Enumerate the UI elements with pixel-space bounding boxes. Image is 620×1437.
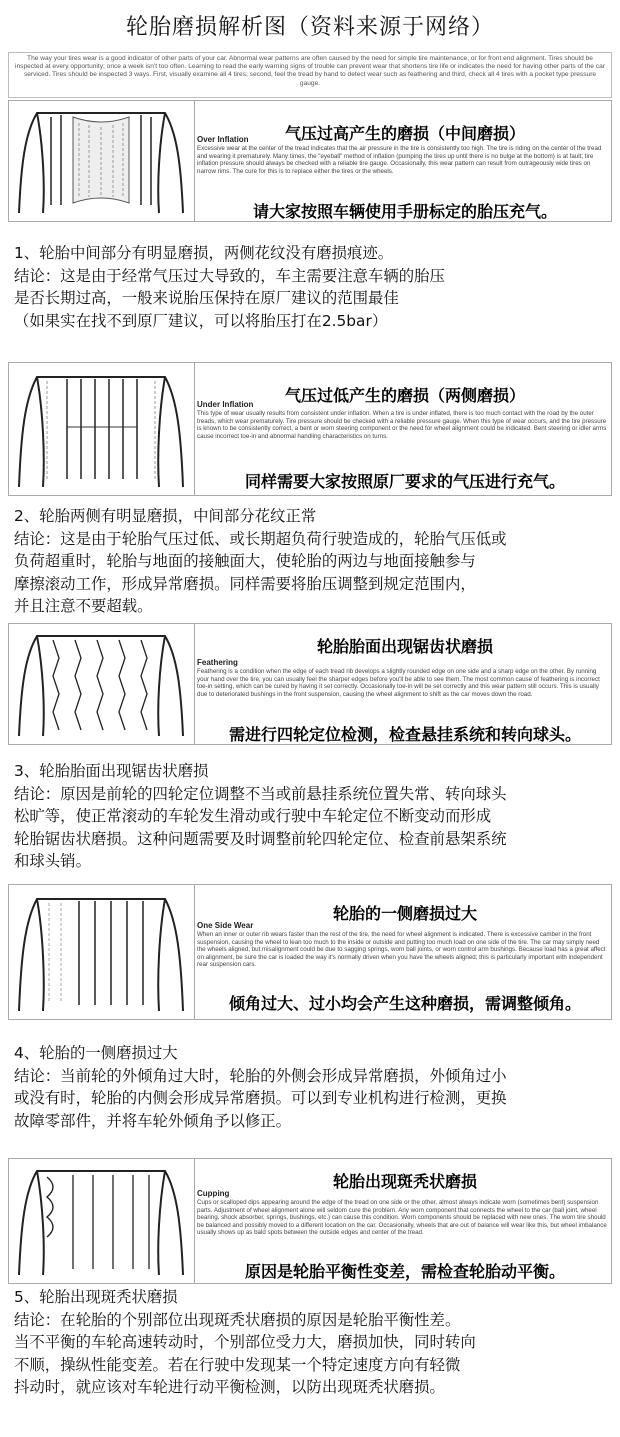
tire-center-wear-icon (13, 105, 189, 219)
tire-feathering-icon (13, 628, 189, 742)
tire-side-wear-icon (13, 367, 189, 493)
section-line: 结论：这是由于轮胎气压过低、或长期超负荷行驶造成的，轮胎气压低或 (14, 529, 507, 548)
section-line: 故障零部件，并将车轮外倾角予以修正。 (14, 1111, 292, 1130)
section-line: 1、轮胎中间部分有明显磨损，两侧花纹没有磨损痕迹。 (14, 244, 394, 262)
section-line: 2、轮胎两侧有明显磨损，中间部分花纹正常 (14, 507, 317, 525)
panel-cn-note: 倾角过大、过小均会产生这种磨损，需调整倾角。 (228, 994, 581, 1013)
panel-cn-note: 同样需要大家按照原厂要求的气压进行充气。 (244, 472, 565, 491)
panel-under-inflation (8, 362, 612, 496)
section-line: 是否长期过高，一般来说胎压保持在原厂建议的范围最佳 (14, 289, 399, 307)
panel-feathering (8, 623, 612, 745)
section-line: 结论：这是由于经常气压过大导致的，车主需要注意车辆的胎压 (14, 266, 445, 285)
page-title: 轮胎磨损解析图（资料来源于网络） (125, 15, 494, 40)
section-line: 或没有时，轮胎的内侧会形成异常磨损。可以到专业机构进行检测，更换 (14, 1089, 507, 1107)
panel-en-body: When an inner or outer rib wears faster than the rest of the tire, the need for wheel alignment is indicated. There is excessive camber in the front suspension, causing the wheel to lean too much to the inside or outside and putting too much load on one side of the tire. The car may simply need the wheels aligned, but misalignment could be due to sagging springs, worn ball joints, or worn control arm bushings. Because load has a great affect on alignment, be sure the car is loaded the way it's normally driven when you have the wheels aligned; this is particularly important with independent rear suspension cars. (197, 931, 606, 969)
panel-cn-note: 原因是轮胎平衡性变差，需检查轮胎动平衡。 (244, 1262, 565, 1281)
panel-en-body: Cups or scalloped dips appearing around the edge of the tread on one side or the other, almost always indicate worn (sometimes bent) suspension parts. Adjustment of wheel alignment alone will seldom cure the problem. Any worn component that connects the wheel to the car (ball joint, wheel bearing, shock absorber, springs, bushings, etc.) can cause this condition. Worn components should be replaced with new ones. The worn tire should be balanced and possibly moved to a different location on the car. Occasionally, wheels that are out of balance will wear like this, but wheel imbalance usually shows up as bald spots between the outside edges and center of the tread. (197, 1199, 607, 1237)
section-line: 结论：当前轮的外倾角过大时，轮胎的外侧会形成异常磨损，外倾角过小 (14, 1066, 507, 1085)
section-line: 3、轮胎胎面出现锯齿状磨损 (14, 762, 209, 780)
panel-en-title: Over Inflation (197, 135, 249, 144)
section-line: 4、轮胎的一侧磨损过大 (14, 1044, 178, 1062)
tire-cupping-icon (13, 1163, 189, 1281)
section-line: 摩擦滚动工作，形成异常磨损。同样需要将胎压调整到规定范围内， (14, 574, 476, 593)
panel-cn-title: 气压过高产生的磨损（中间磨损） (284, 124, 525, 143)
panel-cn-title: 轮胎出现斑秃状磨损 (332, 1172, 477, 1191)
panel-one-side-wear (8, 884, 612, 1020)
panel-en-title: Feathering (197, 658, 238, 667)
panel-en-body: Feathering is a condition when the edge of each tread rib develops a slightly rounded edge on one side and a sharp edge on the other. By running your hand over the tire, you can usually feel the sharper edges before you'll be able to see them. The most common cause of feathering is incorrect toe-in setting, which can be cured by having it set correctly. Occasionally toe-in will be set correctly and this wear pattern still occurs. This is usually due to deteriorated bushings in the front suspension, causing the wheel alignment to shift as the car moves down the road. (197, 668, 600, 698)
panel-cn-note: 需进行四轮定位检测，检查悬挂系统和转向球头。 (228, 725, 581, 744)
section-5 (14, 1286, 610, 1399)
section-1 (14, 242, 610, 332)
intro-text: The way your tires wear is a good indicator of other parts of your car. Abnormal wear patterns are often caused by the need for simple tire maintenance, or for front end alignment. Tires should be inspected at every opportunity; once a week isn't too often. Learning to read the early warning signs of trouble can prevent wear that shortens tire life or indicates the need for having other parts of the car serviced. Tires should be inspected 3 ways. First, visually examine all 4 tires; second, feel the tread by hand to detect wear such as feathering and third, check all 4 tires with a pocket type pressure gauge. (8, 52, 612, 98)
section-line: 结论：原因是前轮的四轮定位调整不当或前悬挂系统位置失常、转向球头 (14, 784, 507, 803)
panel-en-title: Under Inflation (197, 400, 254, 409)
tire-illustration-box (9, 1159, 195, 1283)
section-line: 结论：在轮胎的个别部位出现斑秃状磨损的原因是轮胎平衡性差。 (14, 1310, 461, 1329)
tire-one-side-wear-icon (13, 889, 189, 1017)
section-line: 松旷等，使正常滚动的车轮发生滑动或行驶中车轮定位不断变动而形成 (14, 807, 492, 825)
section-line: 轮胎锯齿状磨损。这种问题需要及时调整前轮四轮定位、检查前悬架系统 (14, 829, 507, 848)
section-line: 负荷超重时，轮胎与地面的接触面大，使轮胎的两边与地面接触参与 (14, 552, 476, 570)
section-2 (14, 505, 610, 618)
section-line: 并且注意不要超载。 (14, 597, 153, 615)
panel-cn-title: 轮胎胎面出现锯齿状磨损 (316, 637, 493, 656)
panel-cn-title: 气压过低产生的磨损（两侧磨损） (284, 386, 525, 405)
panel-en-title: Cupping (197, 1189, 230, 1198)
section-line: 和球头销。 (14, 852, 91, 870)
panel-en-body: Excessive wear at the center of the tread indicates that the air pressure in the tire is consistently too high. The tire is riding on the center of the tread and wearing it prematurely. Many times, the "eyeball" method of inflation (pumping the tires up until there is no bulge at the bottom) is at fault; tire inflation pressure should always be checked with a reliable tire gauge. Occasionally, this wear pattern can result from outrageously wide tires on narrow rims. The cure for this is to replace either the tires or the wheels. (197, 145, 602, 175)
tire-illustration-box (9, 624, 195, 744)
panel-cn-note: 请大家按照车辆使用手册标定的胎压充气。 (252, 202, 557, 221)
section-3 (14, 760, 610, 873)
tire-illustration-box (9, 885, 195, 1019)
section-line: 5、轮胎出现斑秃状磨损 (14, 1288, 178, 1306)
section-line: 当不平衡的车轮高速转动时，个别部位受力大，磨损加快，同时转向 (14, 1333, 476, 1351)
panel-cn-title: 轮胎的一侧磨损过大 (332, 904, 477, 923)
section-line: （如果实在找不到原厂建议，可以将胎压打在2.5bar） (14, 311, 388, 330)
tire-illustration-box (9, 101, 195, 221)
section-4 (14, 1042, 610, 1132)
panel-en-body: This type of wear usually results from consistent under inflation. When a tire is under inflated, there is too much contact with the road by the outer treads, which wear prematurely. Tire pressure should be checked with a reliable pressure gauge. When this type of wear occurs, and the tire pressure is known to be consistently correct, a bent or worn steering component or the need for wheel alignment could be indicated. Bent steering or idler arms cause incorrect toe-in and abnormal handling characteristics on turns. (197, 410, 607, 440)
tire-illustration-box (9, 363, 195, 495)
section-line: 不顺，操纵性能变差。若在行驶中发现某一个特定速度方向有轻微 (14, 1355, 461, 1374)
section-line: 抖动时，就应该对车轮进行动平衡检测，以防出现斑秃状磨损。 (14, 1378, 445, 1396)
panel-over-inflation (8, 100, 612, 222)
panel-cupping (8, 1158, 612, 1284)
panel-en-title: One Side Wear (197, 921, 254, 930)
